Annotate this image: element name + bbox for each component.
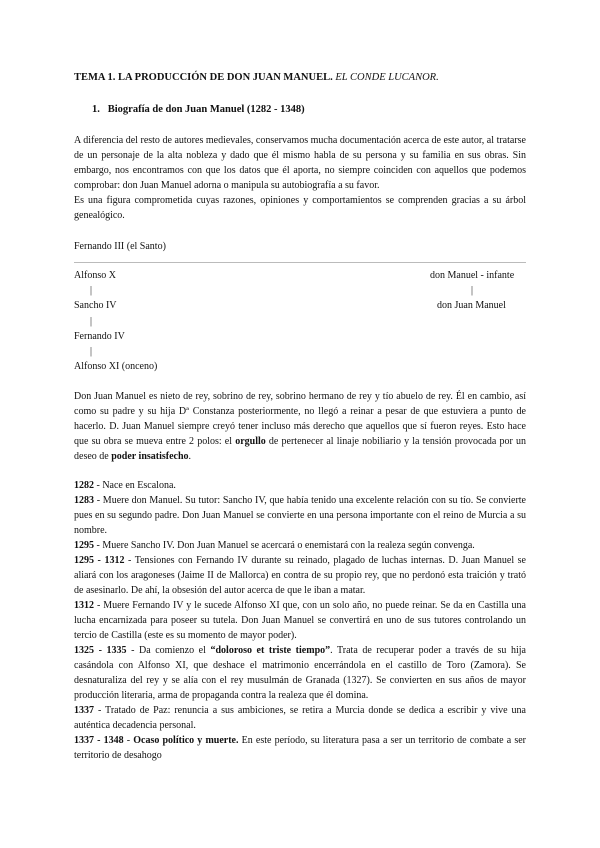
tree-connector: | bbox=[90, 346, 93, 357]
document-title bbox=[74, 72, 439, 83]
timeline-year: 1337 bbox=[74, 705, 94, 716]
timeline-entry bbox=[74, 643, 526, 703]
section-number: 1. bbox=[92, 104, 100, 115]
summary-text: de pertenecer al linaje nobiliario y la tensión provocada por un deseo de bbox=[74, 436, 527, 462]
timeline-bold: Ocaso político y muerte. bbox=[133, 735, 239, 746]
summary-bold-orgullo: orgullo bbox=[235, 436, 266, 447]
timeline-entry bbox=[74, 703, 526, 733]
timeline-entry bbox=[74, 553, 526, 598]
tree-right-0: don Manuel - infante bbox=[430, 270, 515, 281]
summary-text: . bbox=[188, 451, 192, 462]
timeline-year: 1283 bbox=[74, 495, 94, 506]
intro-p1: A diferencia del resto de autores medievales, conservamos mucha documentación acerca de este autor, al tratarse de un personaje de la alta nobleza y dado que él mismo habla de su persona y su familia en sus obras. Sin embargo, nos encontramos con que los datos que él aporta, no siempre coinciden con aquellos que podemos comprobar: don Juan Manuel adorna o manipula su autobiografía a su favor. bbox=[74, 135, 526, 191]
timeline-entry bbox=[74, 493, 526, 538]
timeline-entry bbox=[74, 598, 526, 643]
timeline-year: 1337 - 1348 bbox=[74, 735, 124, 746]
timeline-entry bbox=[74, 538, 526, 553]
intro-p2: Es una figura comprometida cuyas razones, opiniones y comportamientos se comprenden gracias a su árbol genealógico. bbox=[74, 195, 526, 221]
timeline-year: 1295 - 1312 bbox=[74, 555, 125, 566]
tree-divider bbox=[74, 262, 526, 263]
timeline-year: 1312 bbox=[74, 600, 94, 611]
tree-connector: | bbox=[471, 285, 474, 296]
timeline-year: 1325 - 1335 bbox=[74, 645, 127, 656]
timeline-bold: “doloroso et triste tiempo” bbox=[210, 645, 331, 656]
tree-connector: | bbox=[90, 316, 93, 327]
tree-left-2: Fernando IV bbox=[74, 331, 125, 342]
section-label: Biografía de don Juan Manuel (1282 - 1348) bbox=[107, 104, 305, 115]
title-italic: EL CONDE LUCANOR. bbox=[335, 72, 439, 83]
tree-connector: | bbox=[90, 285, 93, 296]
timeline-text: - Tratado de Paz: renuncia a sus ambiciones, se retira a Murcia donde se dedica a escribir y vive una auténtica decadencia personal. bbox=[74, 705, 526, 731]
intro-paragraph bbox=[74, 133, 526, 223]
timeline-year: 1295 bbox=[74, 540, 94, 551]
section-heading bbox=[92, 104, 305, 115]
timeline-text: . Trata de recuperar poder a través de su hija casándola con Alfonso XI, que deshace el matrimonio encerrándola en el castillo de Toro (Zamora). Se desnaturaliza del rey y se alía con el rey musulmán de Granada (1327). Se convierten en sus años de mayor producción literaria, arma de propaganda contra la realeza que él domina. bbox=[74, 645, 526, 701]
timeline-text: En este período, su literatura pasa a ser un territorio de combate a ser territorio de desahogo bbox=[74, 735, 526, 761]
timeline-entry bbox=[74, 733, 526, 763]
timeline-text: - bbox=[123, 735, 134, 746]
timeline-text: - Tensiones con Fernando IV durante su reinado, plagado de luchas internas. D. Juan Manuel se aliará con los aragoneses (Jaime II de Mallorca) en contra de su propio rey, que no perdonó esta traición y trató de asesinarlo. De ahí, la obsesión del autor acerca de que le iban a matar. bbox=[74, 555, 526, 596]
timeline-list bbox=[74, 478, 526, 763]
timeline-text: - Muere Sancho IV. Don Juan Manuel se acercará o enemistará con la realeza según convenga. bbox=[94, 540, 475, 551]
tree-left-1: Sancho IV bbox=[74, 300, 117, 311]
tree-left-3: Alfonso XI (onceno) bbox=[74, 361, 158, 372]
timeline-text: - Nace en Escalona. bbox=[94, 480, 176, 491]
timeline-entry bbox=[74, 478, 526, 493]
timeline-text: - Muere Fernando IV y le sucede Alfonso XI que, con un solo año, no puede reinar. Se da en Castilla una lucha encarnizada para poseer su tutela. Don Juan Manuel se convertirá en uno de sus tutores controlando un tercio de Castilla (este es su momento de mayor poder). bbox=[74, 600, 526, 641]
tree-right-1: don Juan Manuel bbox=[437, 300, 506, 311]
tree-root: Fernando III (el Santo) bbox=[74, 241, 166, 252]
summary-bold-poder: poder insatisfecho bbox=[111, 451, 189, 462]
title-main: TEMA 1. LA PRODUCCIÓN DE DON JUAN MANUEL. bbox=[74, 72, 333, 83]
summary-paragraph bbox=[74, 389, 526, 464]
timeline-text: - Muere don Manuel. Su tutor: Sancho IV, que había tenido una excelente relación con su tío. Se convierte pues en su segundo padre. Don Juan Manuel se convierte en una persona importante con el reino de Murcia a su nombre. bbox=[74, 495, 526, 536]
timeline-year: 1282 bbox=[74, 480, 94, 491]
summary-text: Don Juan Manuel es nieto de rey, sobrino de rey, sobrino hermano de rey y tío abuelo de rey. Él en cambio, así como su padre y su hija Dª Constanza posteriormente, no llegó a reinar a pesar de que estuviera a punto de hacerlo. D. Juan Manuel siempre creyó tener incluso más derecho que aquellos que sí fueron reyes. Esto hace que su obra se mueva entre 2 polos: el bbox=[74, 391, 526, 447]
timeline-text: - Da comienzo el bbox=[126, 645, 211, 656]
tree-left-0: Alfonso X bbox=[74, 270, 116, 281]
